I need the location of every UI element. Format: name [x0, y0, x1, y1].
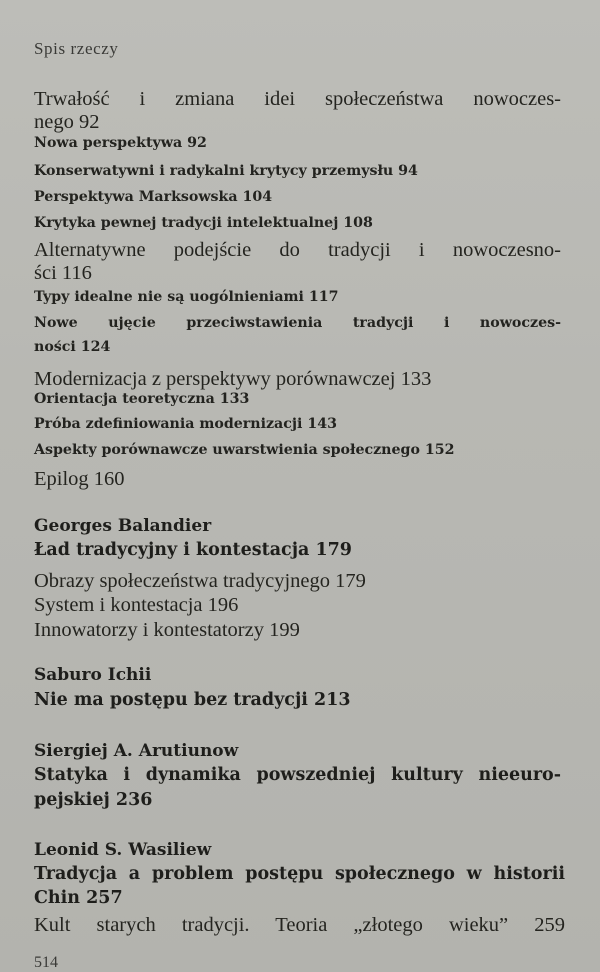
- author-name: Saburo Ichii: [34, 665, 152, 685]
- toc-entry-chapter: Modernizacja z perspektywy porównawczej 133: [34, 368, 432, 390]
- author-name: Leonid S. Wasiliew: [34, 840, 212, 860]
- author-name: Georges Balandier: [34, 516, 212, 536]
- author-name: Siergiej A. Arutiunow: [34, 741, 239, 761]
- toc-entry-section: Nowe ujęcie przeciwstawienia tradycji i nowoczes-: [34, 315, 561, 331]
- toc-entry-section: Typy idealne nie są uogólnieniami 117: [34, 289, 339, 305]
- toc-entry-chapter: Obrazy społeczeństwa tradycyjnego 179: [34, 570, 366, 592]
- essay-title: Nie ma postępu bez tradycji 213: [34, 690, 351, 710]
- toc-entry-chapter: System i kontestacja 196: [34, 594, 239, 616]
- toc-entry-section: Orientacja teoretyczna 133: [34, 391, 250, 407]
- toc-entry-chapter-cont: ści 116: [34, 262, 92, 284]
- toc-entry-section: Próba zdefiniowania modernizacji 143: [34, 416, 337, 432]
- toc-entry-section: Aspekty porównawcze uwarstwienia społecznego 152: [34, 442, 455, 458]
- toc-entry-chapter: Epilog 160: [34, 468, 125, 490]
- toc-entry-chapter: Kult starych tradycji. Teoria „złotego wieku” 259: [34, 914, 565, 936]
- toc-entry-section-cont: ności 124: [34, 339, 111, 355]
- essay-title-cont: Chin 257: [34, 888, 123, 908]
- page-number: 514: [34, 954, 58, 971]
- essay-title: Statyka i dynamika powszedniej kultury nieeuro-: [34, 765, 561, 785]
- essay-title: Tradycja a problem postępu społecznego w historii: [34, 864, 565, 884]
- toc-entry-chapter-cont: nego 92: [34, 111, 100, 133]
- running-header: Spis rzeczy: [34, 39, 119, 58]
- toc-entry-chapter: Alternatywne podejście do tradycji i nowoczesno-: [34, 239, 561, 261]
- toc-entry-section: Perspektywa Marksowska 104: [34, 189, 273, 205]
- toc-entry-section: Krytyka pewnej tradycji intelektualnej 108: [34, 215, 373, 231]
- toc-entry-chapter: Trwałość i zmiana idei społeczeństwa nowoczes-: [34, 88, 561, 110]
- toc-entry-section: Konserwatywni i radykalni krytycy przemysłu 94: [34, 163, 418, 179]
- toc-entry-chapter: Innowatorzy i kontestatorzy 199: [34, 619, 300, 641]
- essay-title: Ład tradycyjny i kontestacja 179: [34, 540, 352, 560]
- toc-entry-section: Nowa perspektywa 92: [34, 135, 207, 151]
- essay-title-cont: pejskiej 236: [34, 790, 153, 810]
